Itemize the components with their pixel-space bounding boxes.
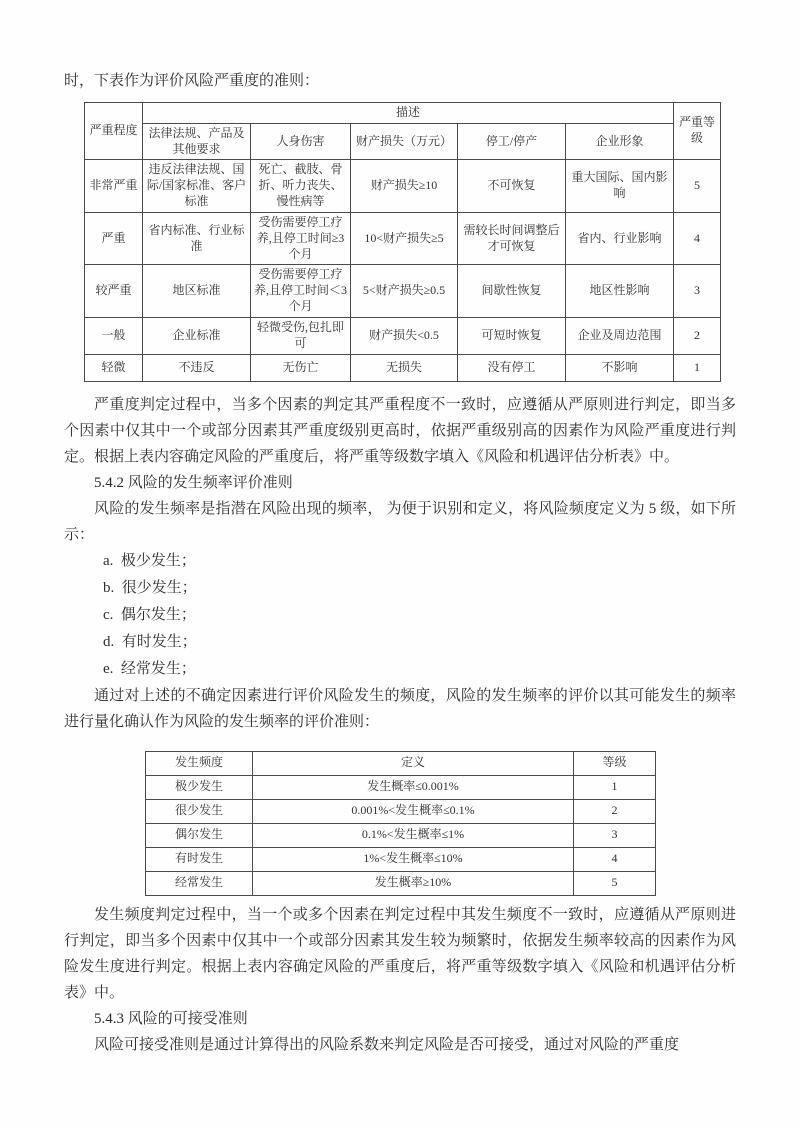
severity-row-general [85, 317, 721, 354]
frequency-header-frequency: 发生频度 [146, 751, 253, 775]
cell-severity: 严重 [85, 212, 143, 264]
cell-definition: 0.1%<发生概率≤1% [253, 823, 574, 847]
severity-subheader-image: 企业形象 [566, 123, 674, 160]
frequency-row [146, 847, 656, 871]
cell-injury: 受伤需要停工疗养,且停工时间≥3个月 [251, 212, 351, 264]
severity-row-less-severe [85, 265, 721, 317]
cell-image: 不影响 [566, 354, 674, 381]
severity-row-very-severe [85, 160, 721, 212]
cell-grade: 3 [674, 265, 721, 317]
section-heading-5-4-3: 5.4.3 风险的可接受准则 [94, 1010, 248, 1027]
cell-grade: 1 [674, 354, 721, 381]
section-heading-5-4-2: 5.4.2 风险的发生频率评价准则 [94, 474, 293, 491]
cell-property: 5<财产损失≥0.5 [351, 265, 458, 317]
cell-image: 地区性影响 [566, 265, 674, 317]
list-item-d: d. 有时发生； [103, 633, 197, 650]
cell-image: 省内、行业影响 [566, 212, 674, 264]
paragraph-frequency-intro: 风险的发生频率是指潜在风险出现的频率， 为便于识别和定义，将风险频度定义为 5 级，如下所示： [64, 500, 736, 543]
cell-injury: 无伤亡 [251, 354, 351, 381]
cell-frequency: 偶尔发生 [146, 823, 253, 847]
cell-severity: 一般 [85, 317, 143, 354]
cell-grade: 5 [674, 160, 721, 212]
cell-law: 不违反 [143, 354, 251, 381]
cell-stoppage: 间歇性恢复 [458, 265, 566, 317]
severity-header-row-1 [85, 103, 721, 124]
cell-injury: 死亡、截肢、骨折、听力丧失、慢性病等 [251, 160, 351, 212]
cell-property: 财产损失≥10 [351, 160, 458, 212]
cell-frequency: 经常发生 [146, 871, 253, 895]
frequency-header-grade: 等级 [574, 751, 656, 775]
severity-criteria-table [84, 102, 721, 382]
cell-frequency: 极少发生 [146, 775, 253, 799]
severity-header-row-2 [85, 123, 721, 160]
list-item-a: a. 极少发生； [103, 552, 196, 569]
cell-definition: 1%<发生概率≤10% [253, 847, 574, 871]
cell-image: 企业及周边范围 [566, 317, 674, 354]
cell-grade: 5 [574, 871, 656, 895]
cell-law: 地区标准 [143, 265, 251, 317]
frequency-row [146, 799, 656, 823]
cell-law: 企业标准 [143, 317, 251, 354]
cell-frequency: 很少发生 [146, 799, 253, 823]
cell-stoppage: 没有停工 [458, 354, 566, 381]
cell-severity: 非常严重 [85, 160, 143, 212]
severity-subheader-stoppage: 停工/停产 [458, 123, 566, 160]
severity-header-grade: 严重等级 [674, 103, 721, 160]
cell-property: 10<财产损失≥5 [351, 212, 458, 264]
cell-property: 财产损失<0.5 [351, 317, 458, 354]
cell-injury: 受伤需要停工疗养,且停工时间＜3个月 [251, 265, 351, 317]
cell-grade: 3 [574, 823, 656, 847]
intro-line: 时，下表作为评价风险严重度的准则： [64, 73, 320, 89]
cell-severity: 轻微 [85, 354, 143, 381]
cell-stoppage: 需较长时间调整后才可恢复 [458, 212, 566, 264]
cell-grade: 4 [674, 212, 721, 264]
severity-subheader-law: 法律法规、产品及其他要求 [143, 123, 251, 160]
frequency-row [146, 775, 656, 799]
severity-header-description-group: 描述 [143, 103, 674, 124]
frequency-header-definition: 定义 [253, 751, 574, 775]
cell-stoppage: 可短时恢复 [458, 317, 566, 354]
cell-stoppage: 不可恢复 [458, 160, 566, 212]
cell-definition: 发生概率≥10% [253, 871, 574, 895]
cell-grade: 2 [574, 799, 656, 823]
list-item-e: e. 经常发生； [103, 660, 196, 677]
cell-property: 无损失 [351, 354, 458, 381]
list-item-b: b. 很少发生； [103, 579, 197, 596]
cell-injury: 轻微受伤,包扎即可 [251, 317, 351, 354]
cell-image: 重大国际、国内影响 [566, 160, 674, 212]
cell-grade: 2 [674, 317, 721, 354]
cell-law: 违反法律法规、国际/国家标准、客户标准 [143, 160, 251, 212]
severity-subheader-property: 财产损失（万元） [351, 123, 458, 160]
severity-row-slight [85, 354, 721, 381]
frequency-row [146, 871, 656, 895]
cell-frequency: 有时发生 [146, 847, 253, 871]
list-item-c: c. 偶尔发生； [103, 606, 196, 623]
paragraph-acceptance-intro: 风险可接受准则是通过计算得出的风险系数来判定风险是否可接受，通过对风险的严重度 [94, 1036, 680, 1053]
cell-severity: 较严重 [85, 265, 143, 317]
frequency-row [146, 823, 656, 847]
frequency-level-list [64, 548, 736, 683]
severity-header-degree: 严重程度 [85, 103, 143, 160]
paragraph-severity-judgement: 严重度判定过程中，当多个因素的判定其严重程度不一致时，应遵循从严原则进行判定，即当多个因素中仅其中一个或部分因素其严重度级别更高时，依据严重级别高的因素作为风险严重度进行判定。根据上表内容确定风险的严重度后，将严重等级数字填入《风险和机遇评估分析表》中。 [64, 396, 736, 465]
paragraph-before-frequency-table: 通过对上述的不确定因素进行评价风险发生的频度，风险的发生频率的评价以其可能发生的频率进行量化确认作为风险的发生频率的评价准则： [64, 687, 736, 730]
frequency-header-row [146, 751, 656, 775]
severity-subheader-injury: 人身伤害 [251, 123, 351, 160]
severity-row-severe [85, 212, 721, 264]
cell-definition: 0.001%<发生概率≤0.1% [253, 799, 574, 823]
cell-grade: 1 [574, 775, 656, 799]
cell-grade: 4 [574, 847, 656, 871]
cell-law: 省内标准、行业标准 [143, 212, 251, 264]
paragraph-frequency-judgement: 发生频度判定过程中，当一个或多个因素在判定过程中其发生频度不一致时，应遵循从严原则进行判定，即当多个因素中仅其中一个或部分因素其发生较为频繁时，依据发生频率较高的因素作为风险发生度进行判定。根据上表内容确定风险的严重度后，将严重等级数字填入《风险和机遇评估分析表》中。 [64, 906, 736, 1001]
cell-definition: 发生概率≤0.001% [253, 775, 574, 799]
frequency-criteria-table [145, 751, 656, 896]
